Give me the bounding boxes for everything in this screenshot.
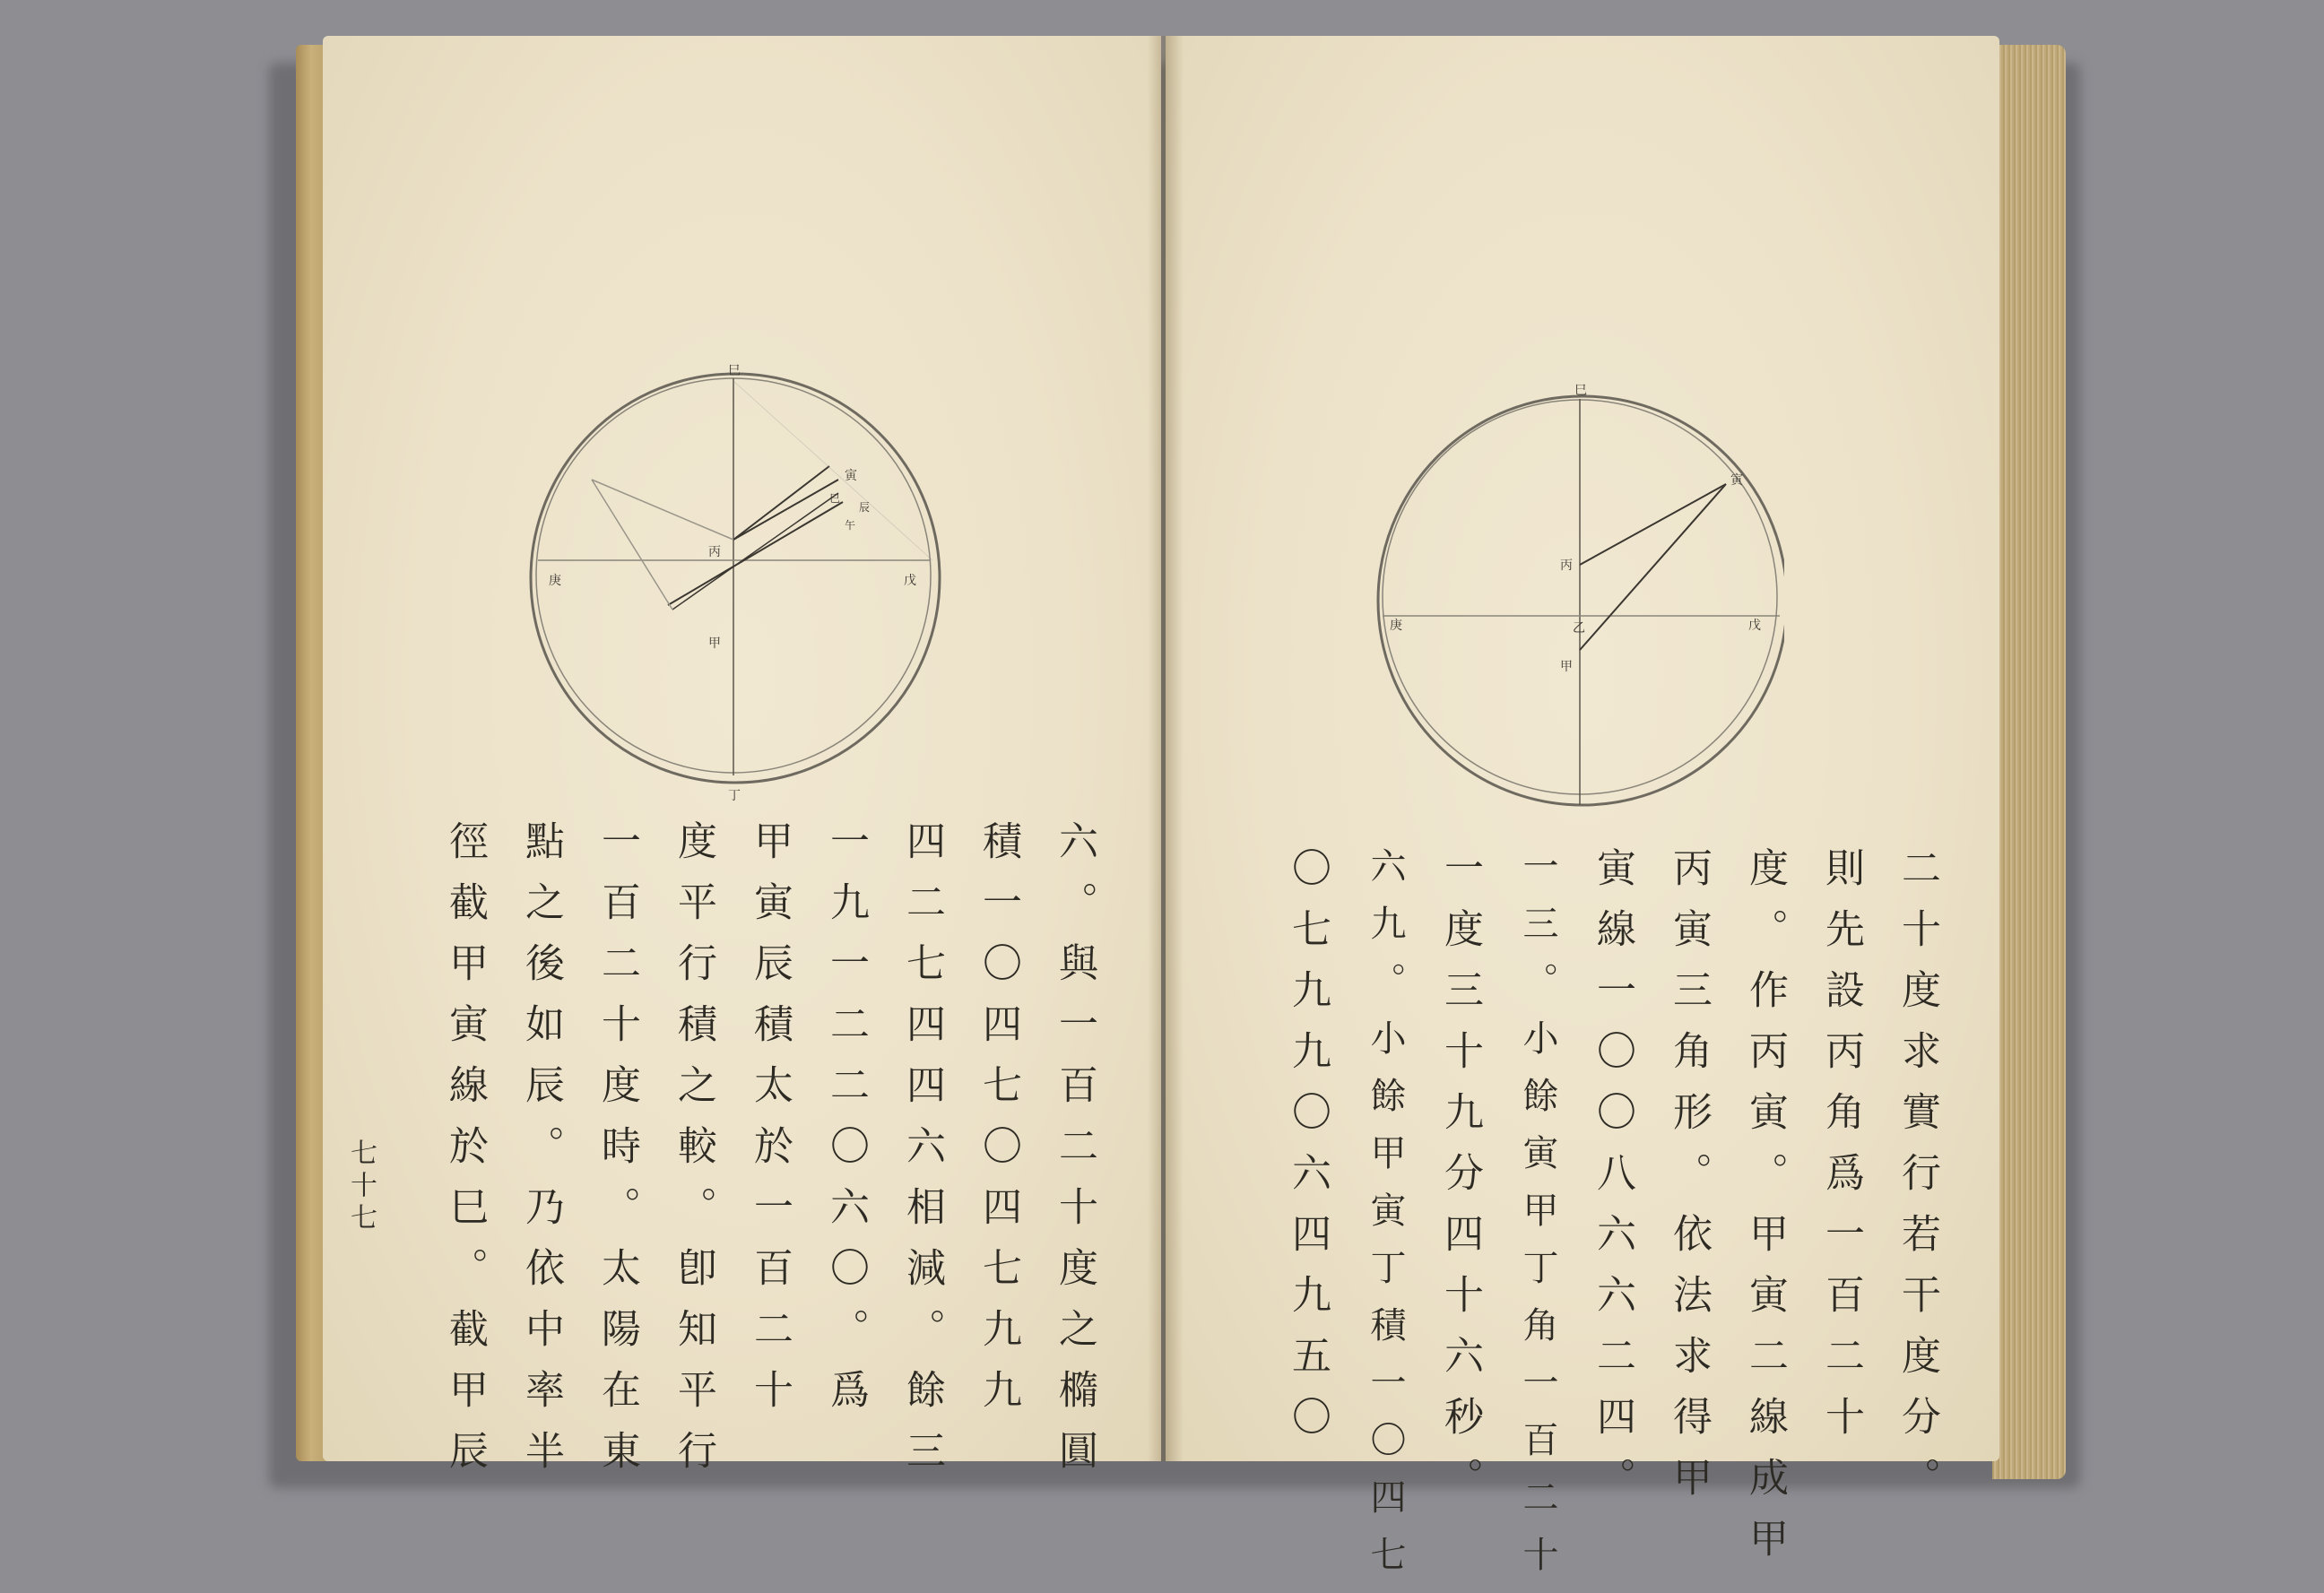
left-diagram-label-mid-right-2: 辰 — [859, 501, 871, 514]
right-diagram-label-lower-center: 甲 — [1560, 660, 1573, 674]
right-column-2: 則先設丙角爲一百二十 — [1818, 847, 1864, 1457]
left-diagram-label-right: 戊 — [904, 574, 916, 588]
left-column-3: 四二七四四六相減。餘三 — [899, 820, 945, 1491]
left-diagram-label-mid-right-1: 巳 — [829, 492, 841, 505]
left-diagram-label-left: 庚 — [549, 574, 561, 588]
right-text-block — [1237, 847, 1940, 1593]
left-page — [323, 36, 1161, 1491]
left-column-7: 一百二十度時。太陽在東 — [594, 820, 640, 1491]
right-column-1: 二十度求實行若干度分。 — [1895, 847, 1940, 1518]
left-diagram-label-upper-right: 寅 — [845, 469, 857, 483]
left-column-8: 點之後如辰。乃依中率半 — [518, 820, 564, 1491]
left-diagram-label-bottom: 丁 — [728, 789, 741, 803]
right-column-4: 丙寅三角形。依法求得甲 — [1666, 847, 1712, 1518]
left-diagram-label-top: 巳 — [728, 364, 741, 378]
left-column-1: 六。與一百二十度之橢圓 — [1052, 820, 1097, 1491]
right-diagram-label-upper-center: 丙 — [1560, 558, 1573, 573]
right-diagram-label-right: 戊 — [1748, 619, 1761, 633]
left-text-block — [395, 820, 1097, 1491]
right-page — [1166, 36, 1999, 1593]
left-column-4: 一九一二二〇六〇。爲 — [823, 820, 869, 1430]
left-column-9: 徑截甲寅線於巳。截甲辰 — [442, 820, 488, 1491]
left-column-2: 積一〇四七〇四七九九 — [976, 820, 1021, 1430]
right-column-3: 度。作丙寅。甲寅二線成甲 — [1742, 847, 1788, 1579]
right-column-5: 寅線一〇〇八六六二四。 — [1590, 847, 1635, 1518]
right-diagram — [1372, 350, 1784, 834]
right-column-8: 六九。小餘甲寅丁積一〇四七 — [1365, 847, 1406, 1593]
book-gutter — [1148, 36, 1184, 1461]
left-column-5: 甲寅辰積太於一百二十 — [747, 820, 793, 1430]
right-column-9: 〇七九九〇六四九五〇 — [1285, 847, 1331, 1457]
right-column-6: 一三。小餘寅甲丁角一百二十 — [1517, 847, 1558, 1593]
left-diagram — [529, 341, 941, 807]
right-diagram-label-center: 乙 — [1573, 621, 1585, 636]
left-diagram-label-center: 丙 — [708, 545, 721, 559]
left-diagram-label-lower-center: 甲 — [708, 636, 721, 651]
page-number: 七十七 — [345, 1138, 377, 1235]
left-column-6: 度平行積之較。卽知平行 — [671, 820, 716, 1491]
left-diagram-label-mid-right-3: 午 — [845, 519, 856, 532]
right-page-edges — [1992, 45, 2066, 1479]
right-column-7: 一度三十九分四十六秒。 — [1437, 847, 1483, 1518]
right-diagram-label-top: 巳 — [1574, 384, 1587, 398]
right-diagram-label-upper-right: 寅 — [1730, 473, 1743, 488]
right-diagram-label-left: 庚 — [1390, 619, 1402, 633]
